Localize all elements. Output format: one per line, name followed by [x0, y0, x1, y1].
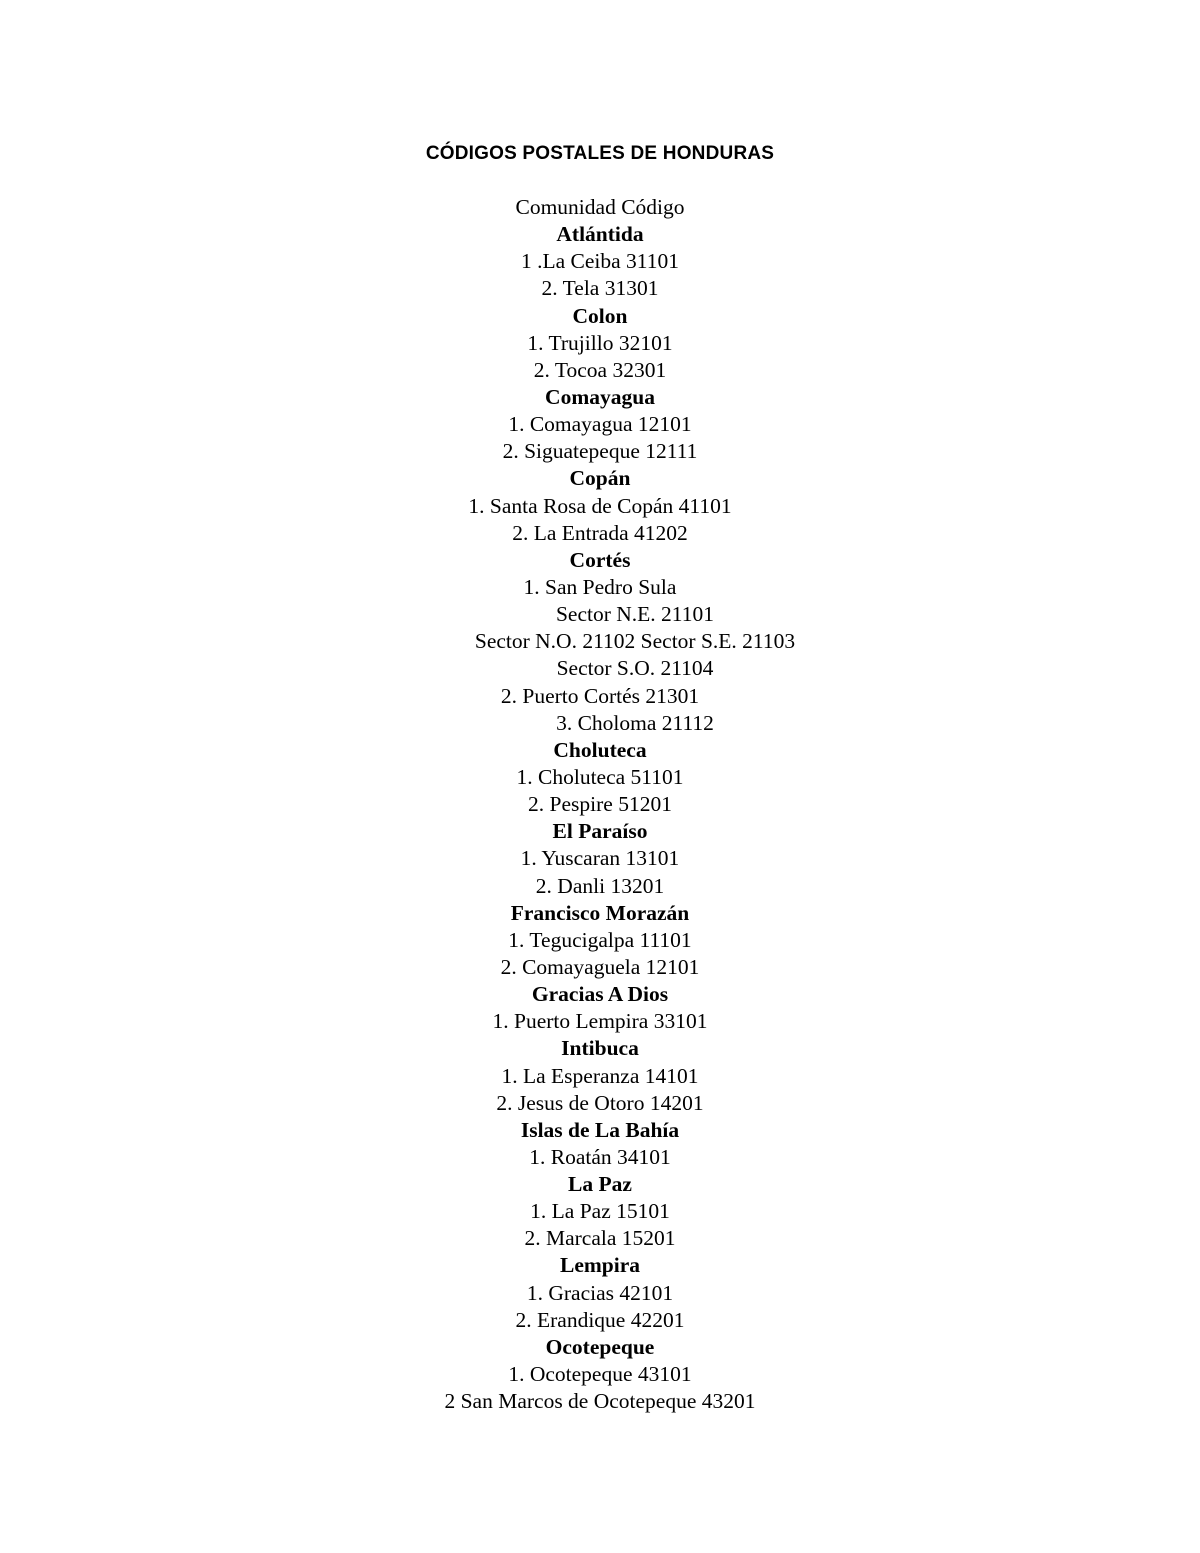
community-entry: 1. San Pedro Sula: [523, 574, 677, 599]
department-heading: Ocotepeque: [545, 1334, 655, 1359]
column-header: Comunidad Código: [515, 195, 685, 219]
department-heading: Gracias A Dios: [531, 982, 669, 1007]
community-entry: 1. La Esperanza 14101: [501, 1063, 699, 1088]
community-entry: 1. Yuscaran 13101: [520, 846, 680, 871]
community-entry: 2. Puerto Cortés 21301: [500, 683, 700, 708]
community-entry: 1. Choluteca 51101: [516, 764, 684, 789]
community-entry: Sector N.E. 21101: [555, 602, 715, 627]
department-heading: El Paraíso: [552, 819, 648, 844]
department-heading: La Paz: [568, 1172, 632, 1197]
department-heading: Colon: [572, 303, 628, 328]
community-entry: 1. Ocotepeque 43101: [508, 1362, 692, 1387]
community-entry: 1. Comayagua 12101: [508, 412, 692, 437]
community-entry: 2. Jesus de Otoro 14201: [496, 1090, 704, 1115]
community-entry: 2. Danli 13201: [535, 873, 665, 898]
community-entry: 2. Marcala 15201: [524, 1226, 676, 1251]
department-heading: Choluteca: [553, 737, 647, 762]
community-entry: 2. Comayaguela 12101: [500, 954, 700, 979]
community-entry: 2. Siguatepeque 12111: [502, 439, 698, 464]
community-entry: 1. Santa Rosa de Copán 41101: [468, 493, 732, 518]
community-entry: Sector N.O. 21102 Sector S.E. 21103: [474, 629, 796, 654]
community-entry: Sector S.O. 21104: [556, 656, 714, 681]
community-entry: 1. Roatán 34101: [529, 1144, 671, 1169]
department-heading: Cortés: [569, 547, 631, 572]
community-entry: 2. La Entrada 41202: [512, 520, 688, 545]
community-entry: 3. Choloma 21112: [556, 710, 714, 735]
department-heading: Atlántida: [556, 222, 644, 247]
postal-code-list: [0, 194, 1200, 1415]
department-heading: Copán: [569, 466, 631, 491]
community-entry: 1 .La Ceiba 31101: [520, 249, 680, 274]
community-entry: 1. Puerto Lempira 33101: [492, 1009, 708, 1034]
community-entry: 2. Tela 31301: [541, 276, 659, 301]
community-entry: 1. Gracias 42101: [526, 1280, 674, 1305]
department-heading: Intibuca: [561, 1036, 639, 1061]
document-title: CÓDIGOS POSTALES DE HONDURAS: [425, 143, 775, 164]
postal-code-entries: [0, 221, 1200, 1415]
department-heading: Islas de La Bahía: [520, 1117, 680, 1142]
community-entry: 1. Tegucigalpa 11101: [508, 927, 692, 952]
community-entry: 2. Pespire 51201: [528, 792, 672, 817]
department-heading: Lempira: [559, 1253, 641, 1278]
department-heading: Francisco Morazán: [510, 900, 690, 925]
community-entry: 1. La Paz 15101: [530, 1199, 670, 1224]
community-entry: 2 San Marcos de Ocotepeque 43201: [444, 1389, 756, 1414]
community-entry: 2. Erandique 42201: [515, 1307, 685, 1332]
community-entry: 2. Tocoa 32301: [533, 357, 667, 382]
department-heading: Comayagua: [545, 384, 655, 409]
community-entry: 1. Trujillo 32101: [527, 330, 673, 355]
